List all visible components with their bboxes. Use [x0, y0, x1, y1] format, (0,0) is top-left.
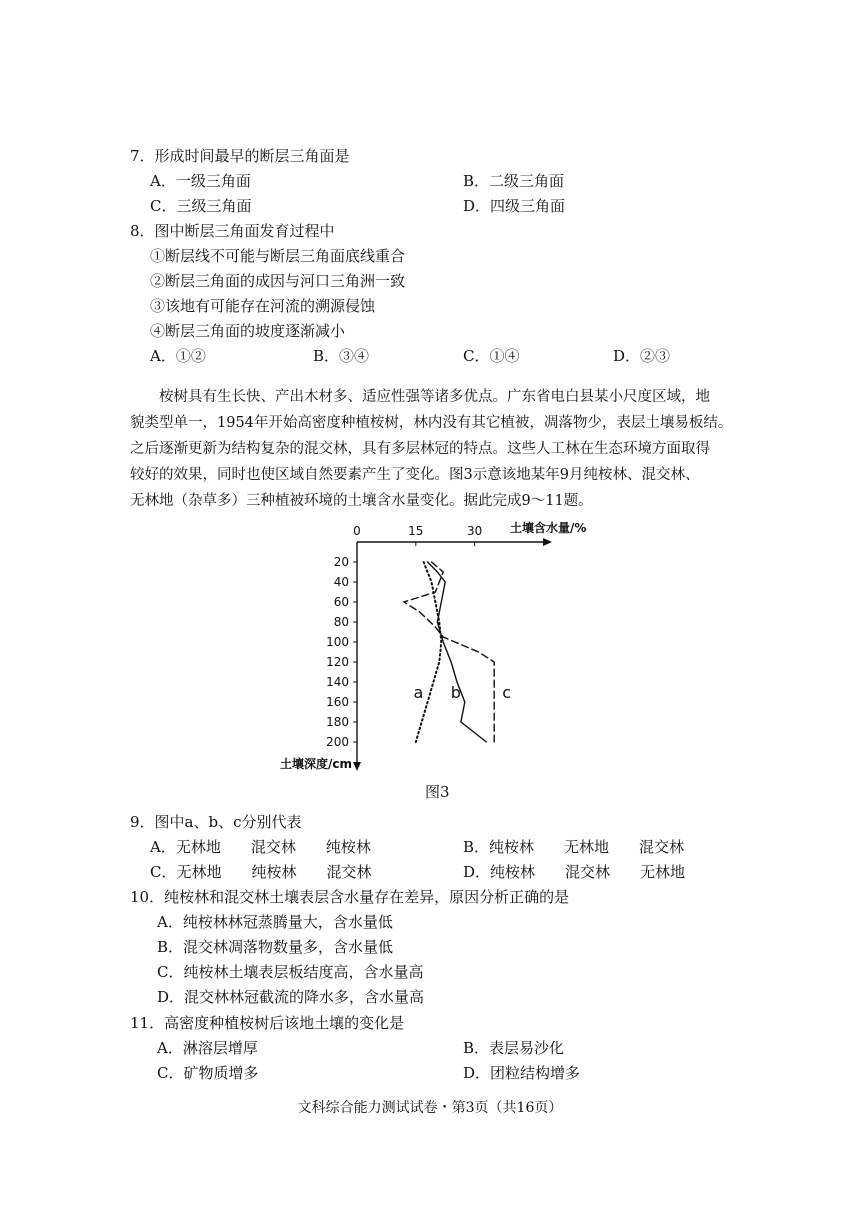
q9-option-a: A．无林地 混交林 纯桉林	[150, 838, 371, 856]
passage-line-1: 桉树具有生长快、产出木材多、适应性强等诸多优点。广东省电白县某小尺度区域，地	[159, 389, 710, 405]
chart-series	[404, 562, 494, 742]
q8-statement-3: ③该地有可能存在河流的溯源侵蚀	[150, 297, 376, 315]
q7-option-a: A．一级三角面	[150, 172, 251, 190]
q10-option-b: B．混交林凋落物数量多，含水量低	[157, 938, 394, 956]
q7-option-d: D．四级三角面	[463, 197, 566, 215]
page-footer: 文科综合能力测试试卷・第3页（共16页）	[297, 1100, 563, 1116]
y-tick-label: 80	[333, 615, 349, 629]
chart-labels	[280, 520, 586, 771]
reading-passage	[130, 384, 770, 514]
figure-caption: 图3	[425, 783, 450, 801]
y-tick-label: 20	[333, 555, 349, 569]
q9-option-b: B．纯桉林 无林地 混交林	[463, 838, 685, 856]
x-axis-title: 土壤含水量/%	[510, 521, 587, 535]
series-label-a: a	[413, 683, 424, 702]
q11-option-b: B．表层易沙化	[463, 1039, 565, 1057]
x-tick-label: 0	[353, 524, 361, 538]
q10-option-a: A．纯桉林林冠蒸腾量大，含水量低	[157, 913, 393, 931]
x-tick-label: 30	[466, 524, 483, 538]
y-tick-label: 120	[326, 655, 349, 669]
q7-stem: 7．形成时间最早的断层三角面是	[130, 147, 350, 165]
soil-moisture-chart	[260, 518, 600, 776]
q8-option-b: B．③④	[313, 347, 370, 365]
q10-option-d: D．混交林林冠截流的降水多，含水量高	[157, 988, 425, 1006]
x-axis-arrow	[543, 538, 552, 546]
q11-option-c: C．矿物质增多	[157, 1064, 259, 1082]
y-tick-label: 160	[326, 695, 349, 709]
q8-stem: 8．图中断层三角面发育过程中	[130, 222, 335, 240]
q8-option-a: A．①②	[150, 347, 206, 365]
q7-option-b: B．二级三角面	[463, 172, 565, 190]
chart-axes	[353, 538, 552, 771]
q7-option-c: C．三级三角面	[150, 197, 252, 215]
q11-option-d: D．团粒结构增多	[463, 1064, 581, 1082]
y-tick-label: 100	[326, 635, 349, 649]
series-line-a	[413, 562, 442, 742]
q10-stem: 10．纯桉林和混交林土壤表层含水量存在差异，原因分析正确的是	[130, 888, 570, 906]
y-tick-label: 40	[333, 575, 349, 589]
q9-stem: 9．图中a、b、c分别代表	[130, 813, 302, 831]
q8-statement-1: ①断层线不可能与断层三角面底线重合	[150, 247, 406, 265]
y-tick-label: 180	[326, 715, 349, 729]
x-tick-label: 15	[408, 524, 424, 538]
passage-line-5: 无林地（杂草多）三种植被环境的土壤含水量变化。据此完成9～11题。	[130, 493, 593, 509]
passage-line-2: 貌类型单一，1954年开始高密度种植桉树，林内没有其它植被，凋落物少，表层土壤易板结。	[130, 415, 733, 431]
y-tick-label: 60	[333, 595, 349, 609]
y-axis-title: 土壤深度/cm	[279, 757, 352, 771]
q8-statement-2: ②断层三角面的成因与河口三角洲一致	[150, 272, 406, 290]
q10-option-c: C．纯桉林土壤表层板结度高，含水量高	[157, 963, 424, 981]
q9-option-d: D．纯桉林 混交林 无林地	[463, 863, 686, 881]
q9-option-c: C．无林地 纯桉林 混交林	[150, 863, 372, 881]
q8-option-c: C．①④	[463, 347, 520, 365]
series-line-c	[404, 562, 494, 742]
series-label-b: b	[450, 683, 461, 702]
q11-stem: 11．高密度种植桉树后该地土壤的变化是	[130, 1014, 405, 1032]
q8-option-d: D．②③	[613, 347, 671, 365]
y-axis-arrow	[353, 762, 361, 771]
passage-line-3: 之后逐渐更新为结构复杂的混交林，具有多层林冠的特点。这些人工林在生态环境方面取得	[130, 441, 710, 457]
y-tick-label: 200	[326, 735, 349, 749]
q8-statement-4: ④断层三角面的坡度逐渐减小	[150, 322, 346, 340]
series-label-c: c	[502, 683, 511, 702]
y-tick-label: 140	[326, 675, 349, 689]
passage-line-4: 较好的效果，同时也使区域自然要素产生了变化。图3示意该地某年9月纯桉林、混交林、	[130, 467, 700, 483]
q11-option-a: A．淋溶层增厚	[157, 1039, 258, 1057]
